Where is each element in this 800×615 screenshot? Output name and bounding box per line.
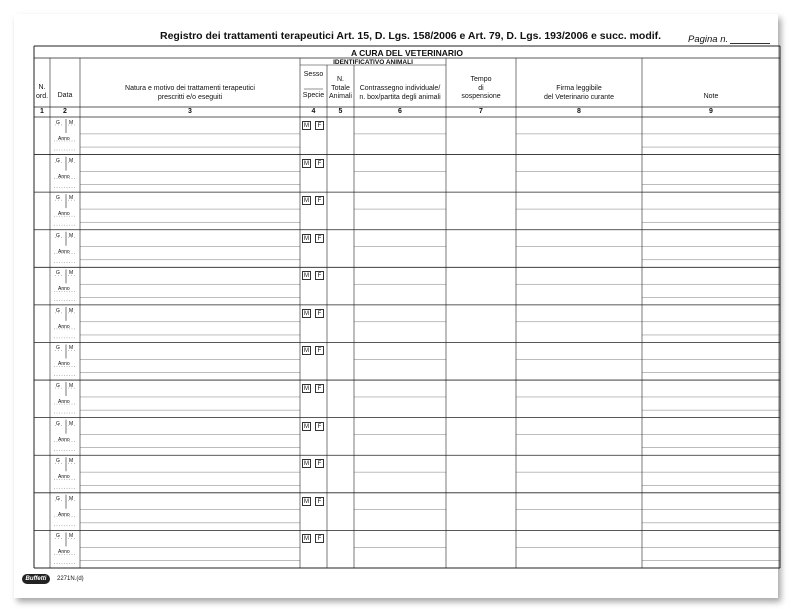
date-year-label: Anno <box>58 549 70 556</box>
date-day-label: G <box>56 270 60 277</box>
date-month-label: M <box>69 157 74 164</box>
page-number-field[interactable] <box>730 43 770 44</box>
sex-female-checkbox[interactable]: F <box>315 384 324 393</box>
date-year-label: Anno <box>58 323 70 330</box>
date-day-label: G <box>56 345 60 352</box>
date-month-label: M <box>69 420 74 427</box>
sex-male-checkbox[interactable]: M <box>304 198 309 205</box>
header-data: Data <box>57 92 73 99</box>
date-day-label: G <box>56 458 60 465</box>
header-natura: Natura e motivo dei trattamenti terapeutici prescritti e/o eseguiti <box>125 85 255 101</box>
page-number-label: Pagina n. <box>688 34 729 45</box>
sex-male-checkbox[interactable]: M <box>304 423 309 430</box>
header-ntotale: N. Totale Animali <box>329 76 352 100</box>
column-number: 8 <box>577 108 581 115</box>
sex-female-checkbox[interactable]: F <box>315 534 324 543</box>
column-number: 5 <box>338 108 343 115</box>
date-year-label: Anno <box>58 361 70 368</box>
date-day-label: G <box>56 383 60 390</box>
date-year-label: Anno <box>58 436 70 443</box>
sex-male-checkbox[interactable]: M <box>304 235 309 242</box>
form-title: Registro dei trattamenti terapeutici Art. 15, D. Lgs. 158/2006 e Art. 79, D. Lgs. 193/2006 e succ. modif. <box>160 30 662 42</box>
date-year-label: Anno <box>58 399 70 406</box>
date-year-label: Anno <box>58 173 70 180</box>
date-year-label: Anno <box>58 211 70 218</box>
date-year-label: Anno <box>58 286 70 293</box>
date-day-label: G <box>56 120 60 126</box>
column-number: 3 <box>188 108 192 115</box>
column-number: 9 <box>709 108 713 115</box>
column-number: 7 <box>479 108 483 115</box>
sex-male-checkbox[interactable]: M <box>304 498 309 505</box>
buffetti-logo: Buffetti <box>22 574 50 584</box>
column-number: 6 <box>398 108 402 115</box>
sex-male-checkbox[interactable]: M <box>304 273 309 280</box>
date-day-label: G <box>56 307 60 314</box>
date-month-label: M <box>69 120 74 126</box>
sex-male-checkbox[interactable]: M <box>304 536 309 543</box>
sex-female-checkbox[interactable]: F <box>315 346 324 355</box>
date-year-label: Anno <box>58 136 70 142</box>
sex-male-checkbox[interactable]: M <box>304 310 309 317</box>
column-number: 2 <box>63 108 67 115</box>
date-day-label: G <box>56 533 60 540</box>
date-day-label: G <box>56 195 60 202</box>
date-month-label: M <box>69 533 74 540</box>
sex-male-checkbox[interactable]: M <box>304 123 309 129</box>
header-nord: N. ord. <box>35 84 49 100</box>
header-sesso: Sesso <box>303 71 324 78</box>
header-tempo: Tempo di sospensione <box>461 76 501 100</box>
sex-female-checkbox[interactable]: F <box>315 121 324 130</box>
sex-female-checkbox[interactable]: F <box>315 422 324 431</box>
band-identificativo: IDENTIFICATIVO ANIMALI <box>333 59 413 66</box>
date-day-label: G <box>56 232 60 239</box>
sex-female-checkbox[interactable]: F <box>315 309 324 318</box>
date-year-label: Anno <box>58 248 70 255</box>
sex-male-checkbox[interactable]: M <box>304 160 309 167</box>
sex-male-checkbox[interactable]: M <box>304 461 309 468</box>
header-firma: Firma leggibile del Veterinario curante <box>543 85 615 101</box>
sex-female-checkbox[interactable]: F <box>315 271 324 280</box>
date-month-label: M <box>69 195 74 202</box>
band-veterinario: A CURA DEL VETERINARIO <box>350 48 464 58</box>
date-day-label: G <box>56 420 60 427</box>
form-code: 2271N.(d) <box>57 576 84 582</box>
column-number: 4 <box>311 108 316 115</box>
date-month-label: M <box>69 270 74 277</box>
date-day-label: G <box>56 495 60 502</box>
header-specie: Specie <box>302 92 325 99</box>
date-month-label: M <box>69 383 74 390</box>
sex-female-checkbox[interactable]: F <box>315 459 324 468</box>
date-month-label: M <box>69 495 74 502</box>
sex-female-checkbox[interactable]: F <box>315 234 324 243</box>
sex-female-checkbox[interactable]: F <box>315 497 324 506</box>
date-month-label: M <box>69 345 74 352</box>
sex-female-checkbox[interactable]: F <box>315 159 324 168</box>
date-year-label: Anno <box>58 474 70 481</box>
date-month-label: M <box>69 458 74 465</box>
date-year-label: Anno <box>58 511 70 518</box>
column-number: 1 <box>40 108 44 115</box>
header-contrassegno: Contrassegno individuale/ n. box/partita degli animali <box>359 85 441 101</box>
date-month-label: M <box>69 307 74 314</box>
date-month-label: M <box>69 232 74 239</box>
sex-male-checkbox[interactable]: M <box>304 386 309 393</box>
sex-male-checkbox[interactable]: M <box>304 348 309 355</box>
date-day-label: G <box>56 157 60 164</box>
sex-female-checkbox[interactable]: F <box>315 196 324 205</box>
header-note: Note <box>703 93 719 100</box>
